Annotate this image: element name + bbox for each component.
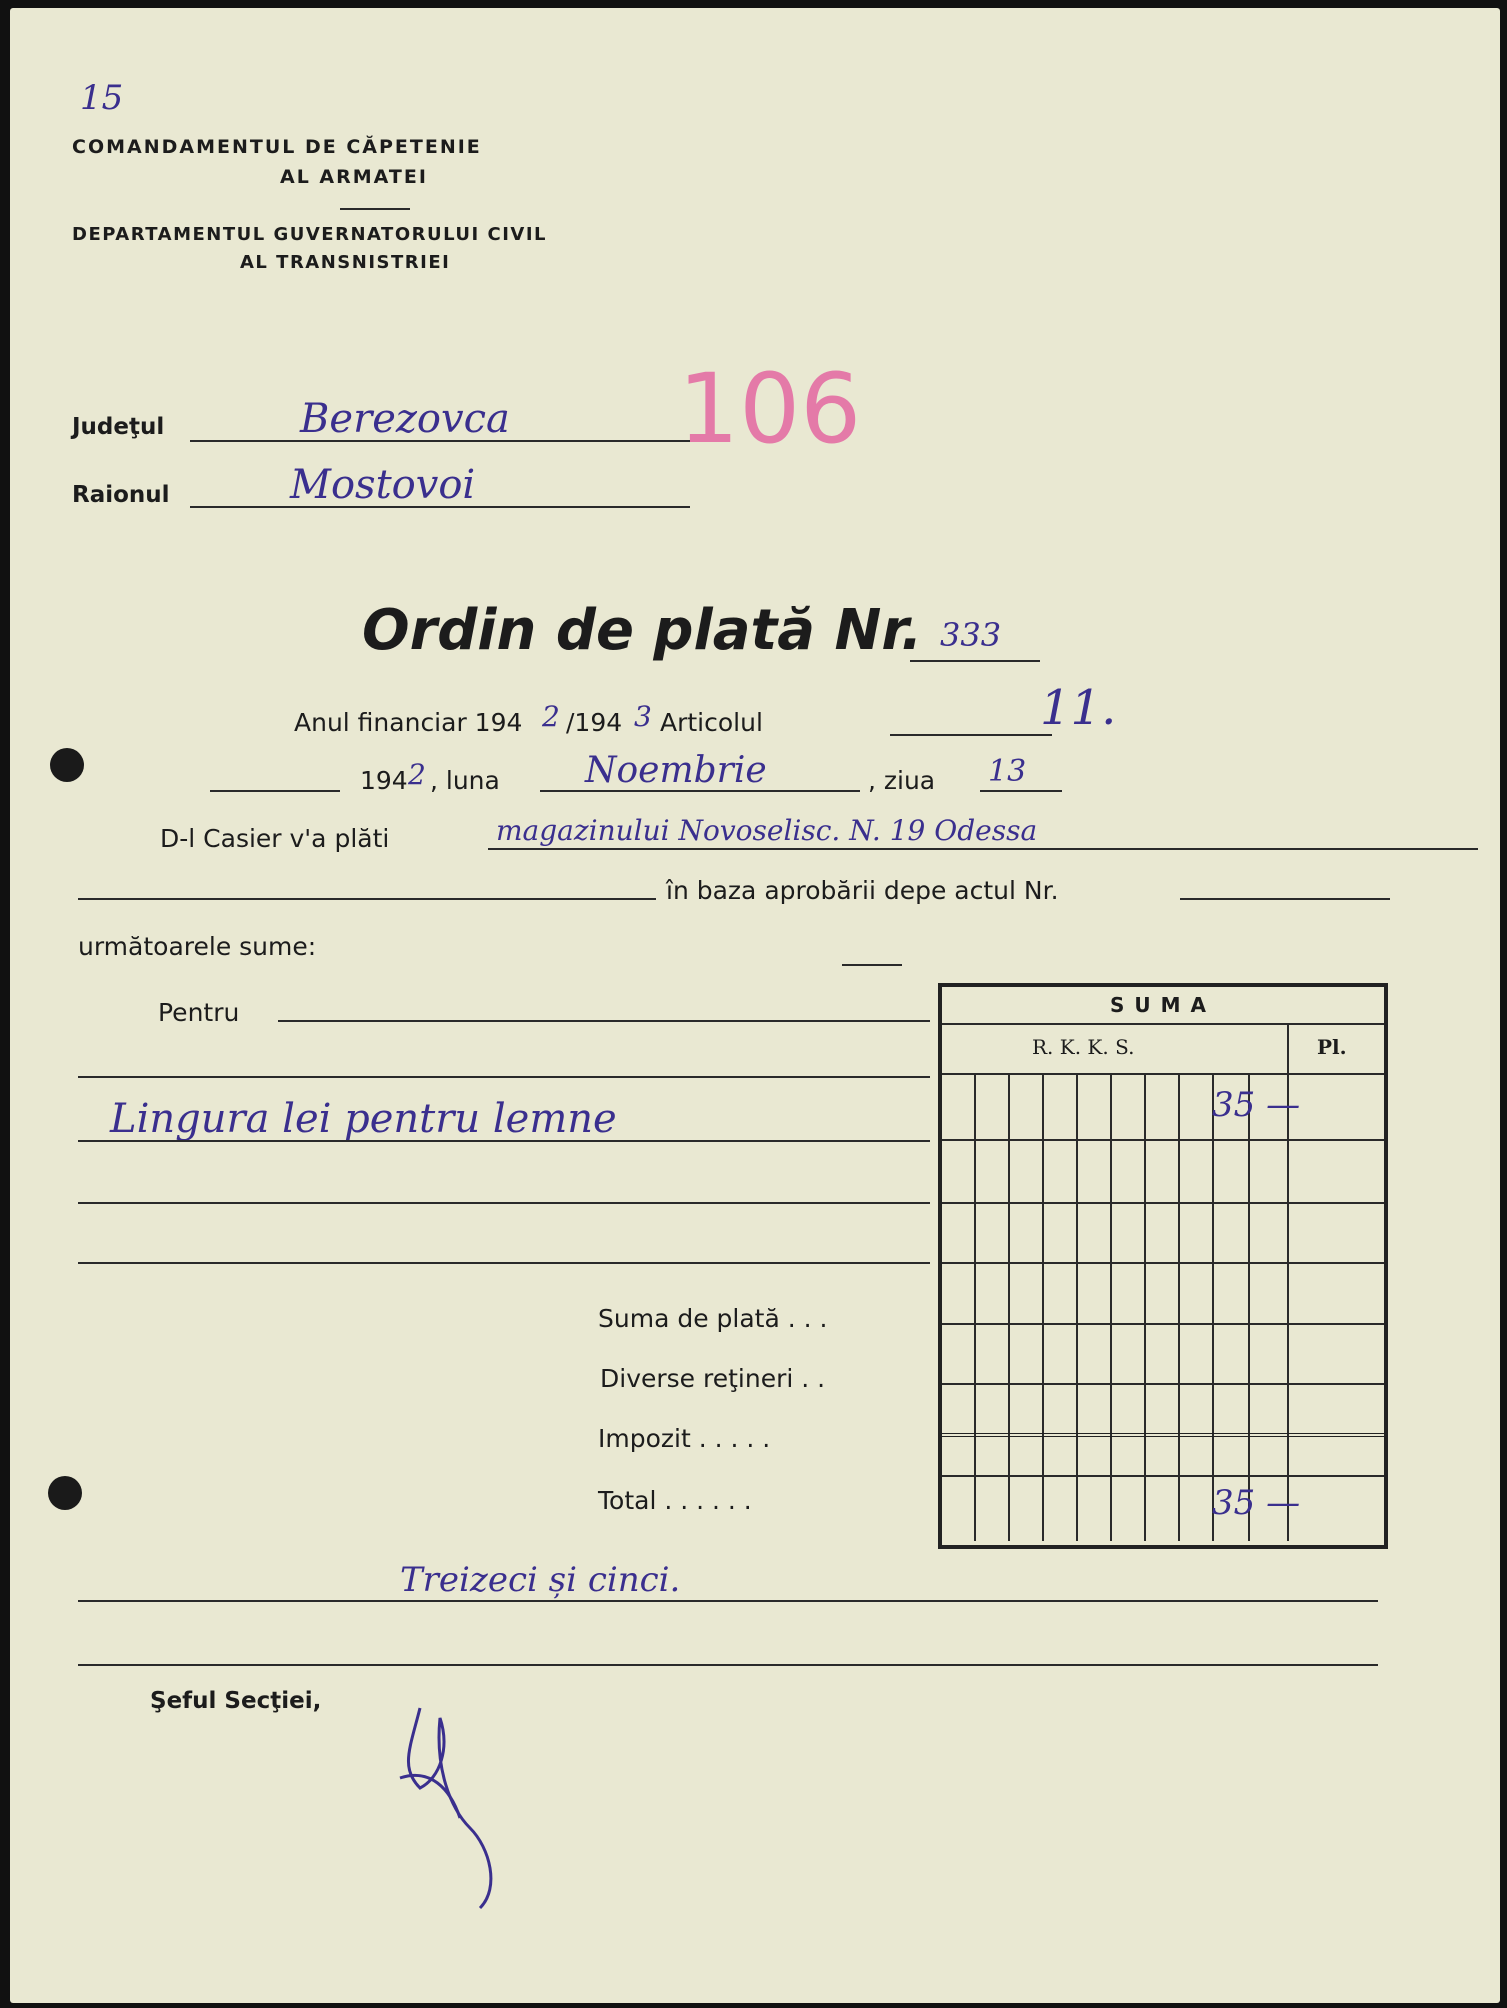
suma-header-rule xyxy=(942,1023,1384,1025)
diverse-retineri-label: Diverse reţineri . . xyxy=(600,1364,826,1393)
words-line xyxy=(78,1600,1378,1602)
luna-value: Noembrie xyxy=(585,750,767,791)
row-line xyxy=(942,1202,1384,1204)
row-line xyxy=(942,1262,1384,1264)
header-line-4: AL TRANSNISTRIEI xyxy=(240,252,451,273)
pentru-line-5 xyxy=(78,1262,930,1264)
short-divider xyxy=(842,964,902,966)
ziua-value: 13 xyxy=(988,754,1027,789)
punch-hole xyxy=(48,1476,82,1510)
col-pl-label: Pl. xyxy=(1317,1035,1347,1059)
document-title: Ordin de plată Nr. xyxy=(362,598,923,663)
payment-order-document xyxy=(10,8,1500,2003)
digit-col-line xyxy=(1110,1075,1112,1541)
articol-label: Articolul xyxy=(660,708,763,737)
digit-col-line xyxy=(1212,1075,1214,1541)
header-divider xyxy=(340,208,410,210)
sef-label: Şeful Secţiei, xyxy=(150,1688,322,1714)
payee-line xyxy=(488,848,1478,850)
total-rule xyxy=(942,1433,1384,1437)
digit-col-line xyxy=(1008,1075,1010,1541)
ziua-line xyxy=(980,790,1062,792)
basis-label: în baza aprobării depe actul Nr. xyxy=(666,876,1059,905)
row-amount: 35 — xyxy=(1212,1085,1301,1125)
pentru-line-1 xyxy=(278,1020,930,1022)
payee-value: magazinului Novoselisc. N. 19 Odessa xyxy=(496,814,1038,847)
digit-col-line xyxy=(1144,1075,1146,1541)
raion-label: Raionul xyxy=(72,482,170,508)
digit-col-line xyxy=(1178,1075,1180,1541)
pentru-handwritten: Lingura lei pentru lemne xyxy=(110,1096,617,1142)
row-line xyxy=(942,1383,1384,1385)
basis-right-line xyxy=(1180,898,1390,900)
digit-col-line xyxy=(1076,1075,1078,1541)
suma-table xyxy=(938,983,1388,1549)
pentru-line-4 xyxy=(78,1202,930,1204)
digit-col-line xyxy=(1042,1075,1044,1541)
pentru-line-3 xyxy=(78,1140,930,1142)
articol-value: 11. xyxy=(1040,680,1117,736)
pentru-label: Pentru xyxy=(158,998,240,1027)
punch-hole xyxy=(50,748,84,782)
financial-year-mid: /194 xyxy=(566,708,623,737)
signature xyxy=(380,1688,560,1918)
judet-label: Judeţul xyxy=(72,414,165,440)
financial-year-1: 2 xyxy=(542,700,560,733)
header-line-2: AL ARMATEI xyxy=(280,166,428,188)
following-sums-label: următoarele sume: xyxy=(78,932,317,961)
raion-value: Mostovoi xyxy=(290,462,476,508)
amount-in-words: Treizeci și cinci. xyxy=(400,1560,681,1600)
header-line-1: COMANDAMENTUL DE CĂPETENIE xyxy=(72,136,482,158)
digit-col-line xyxy=(974,1075,976,1541)
pentru-line-2 xyxy=(78,1076,930,1078)
header-line-3: DEPARTAMENTUL GUVERNATORULUI CIVIL xyxy=(72,224,548,245)
impozit-label: Impozit . . . . . xyxy=(598,1424,771,1453)
total-label: Total . . . . . . xyxy=(598,1486,752,1515)
date-prefix-line xyxy=(210,790,340,792)
bottom-line xyxy=(78,1664,1378,1666)
digit-col-line xyxy=(1248,1075,1250,1541)
row-line xyxy=(942,1323,1384,1325)
date-year-prefix: 194 xyxy=(360,766,408,795)
title-number-line xyxy=(910,660,1040,662)
financial-year-2: 3 xyxy=(634,700,652,733)
payee-label: D-l Casier v'a plăti xyxy=(160,824,390,853)
row-line xyxy=(942,1475,1384,1477)
corner-number: 15 xyxy=(80,78,124,118)
col-rkks-label: R. K. K. S. xyxy=(1032,1035,1135,1059)
financial-year-label: Anul financiar 194 xyxy=(294,708,523,737)
basis-left-line xyxy=(78,898,656,900)
date-year: 2 xyxy=(408,758,426,791)
judet-value: Berezovca xyxy=(300,396,510,442)
luna-label: , luna xyxy=(430,766,500,795)
suma-de-plata-label: Suma de plată . . . xyxy=(598,1304,828,1333)
ziua-label: , ziua xyxy=(868,766,936,795)
articol-line xyxy=(890,734,1052,736)
order-number: 333 xyxy=(940,616,1002,654)
suma-header: SUMA xyxy=(1109,993,1217,1017)
pink-number-mark: 106 xyxy=(678,353,862,465)
total-amount: 35 — xyxy=(1212,1483,1301,1523)
row-line xyxy=(942,1139,1384,1141)
